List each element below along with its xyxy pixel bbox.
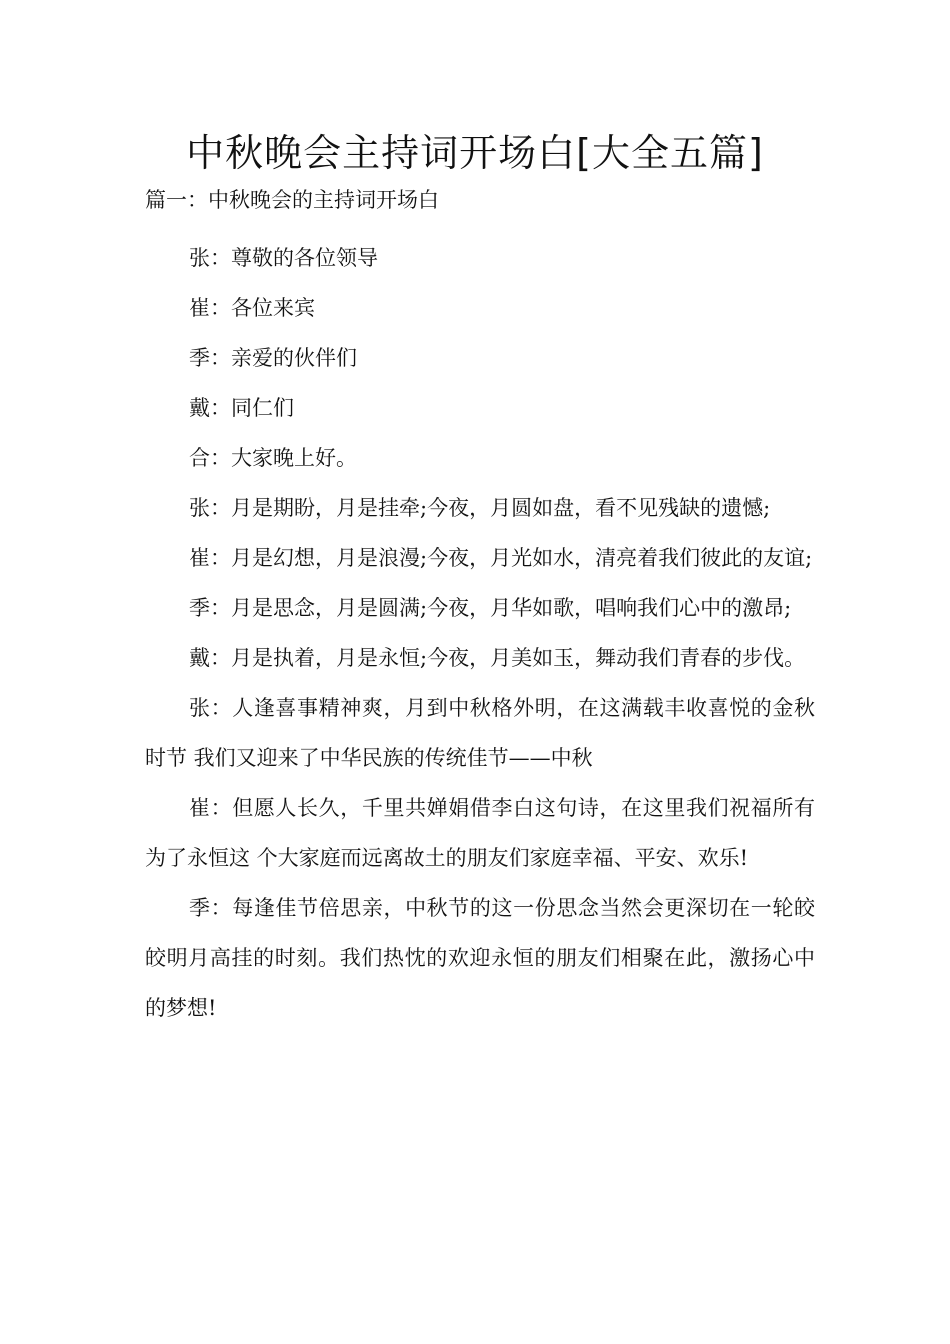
paragraph: 张：月是期盼，月是挂牵;今夜，月圆如盘，看不见残缺的遗憾; (189, 496, 771, 520)
paragraph: 崔：各位来宾 (189, 296, 315, 320)
document-body (145, 233, 815, 1033)
paragraph: 张：尊敬的各位领导 (189, 246, 378, 270)
section-heading: 篇一：中秋晚会的主持词开场白 (145, 188, 439, 212)
paragraph: 季：每逢佳节倍思亲，中秋节的这一份思念当然会更深切在一轮皎皎明月高挂的时刻。我们热忱的欢迎永恒的朋友们相聚在此，激扬心中的梦想! (145, 896, 815, 1020)
paragraph: 戴：月是执着，月是永恒;今夜，月美如玉，舞动我们青春的步伐。 (189, 646, 806, 670)
paragraph: 戴：同仁们 (189, 396, 294, 420)
document-title: 中秋晚会主持词开场白[大全五篇] (186, 131, 764, 175)
paragraph: 合：大家晚上好。 (189, 446, 357, 470)
paragraph: 张：人逢喜事精神爽，月到中秋格外明，在这满载丰收喜悦的金秋时节 我们又迎来了中华民族的传统佳节——中秋 (145, 696, 815, 770)
paragraph: 崔：月是幻想，月是浪漫;今夜，月光如水，清亮着我们彼此的友谊; (189, 546, 813, 570)
paragraph: 崔：但愿人长久，千里共婵娟借李白这句诗，在这里我们祝福所有为了永恒这 个大家庭而远离故土的朋友们家庭幸福、平安、欢乐! (145, 796, 815, 870)
paragraph: 季：亲爱的伙伴们 (189, 346, 357, 370)
paragraph: 季：月是思念，月是圆满;今夜，月华如歌，唱响我们心中的激昂; (189, 596, 792, 620)
